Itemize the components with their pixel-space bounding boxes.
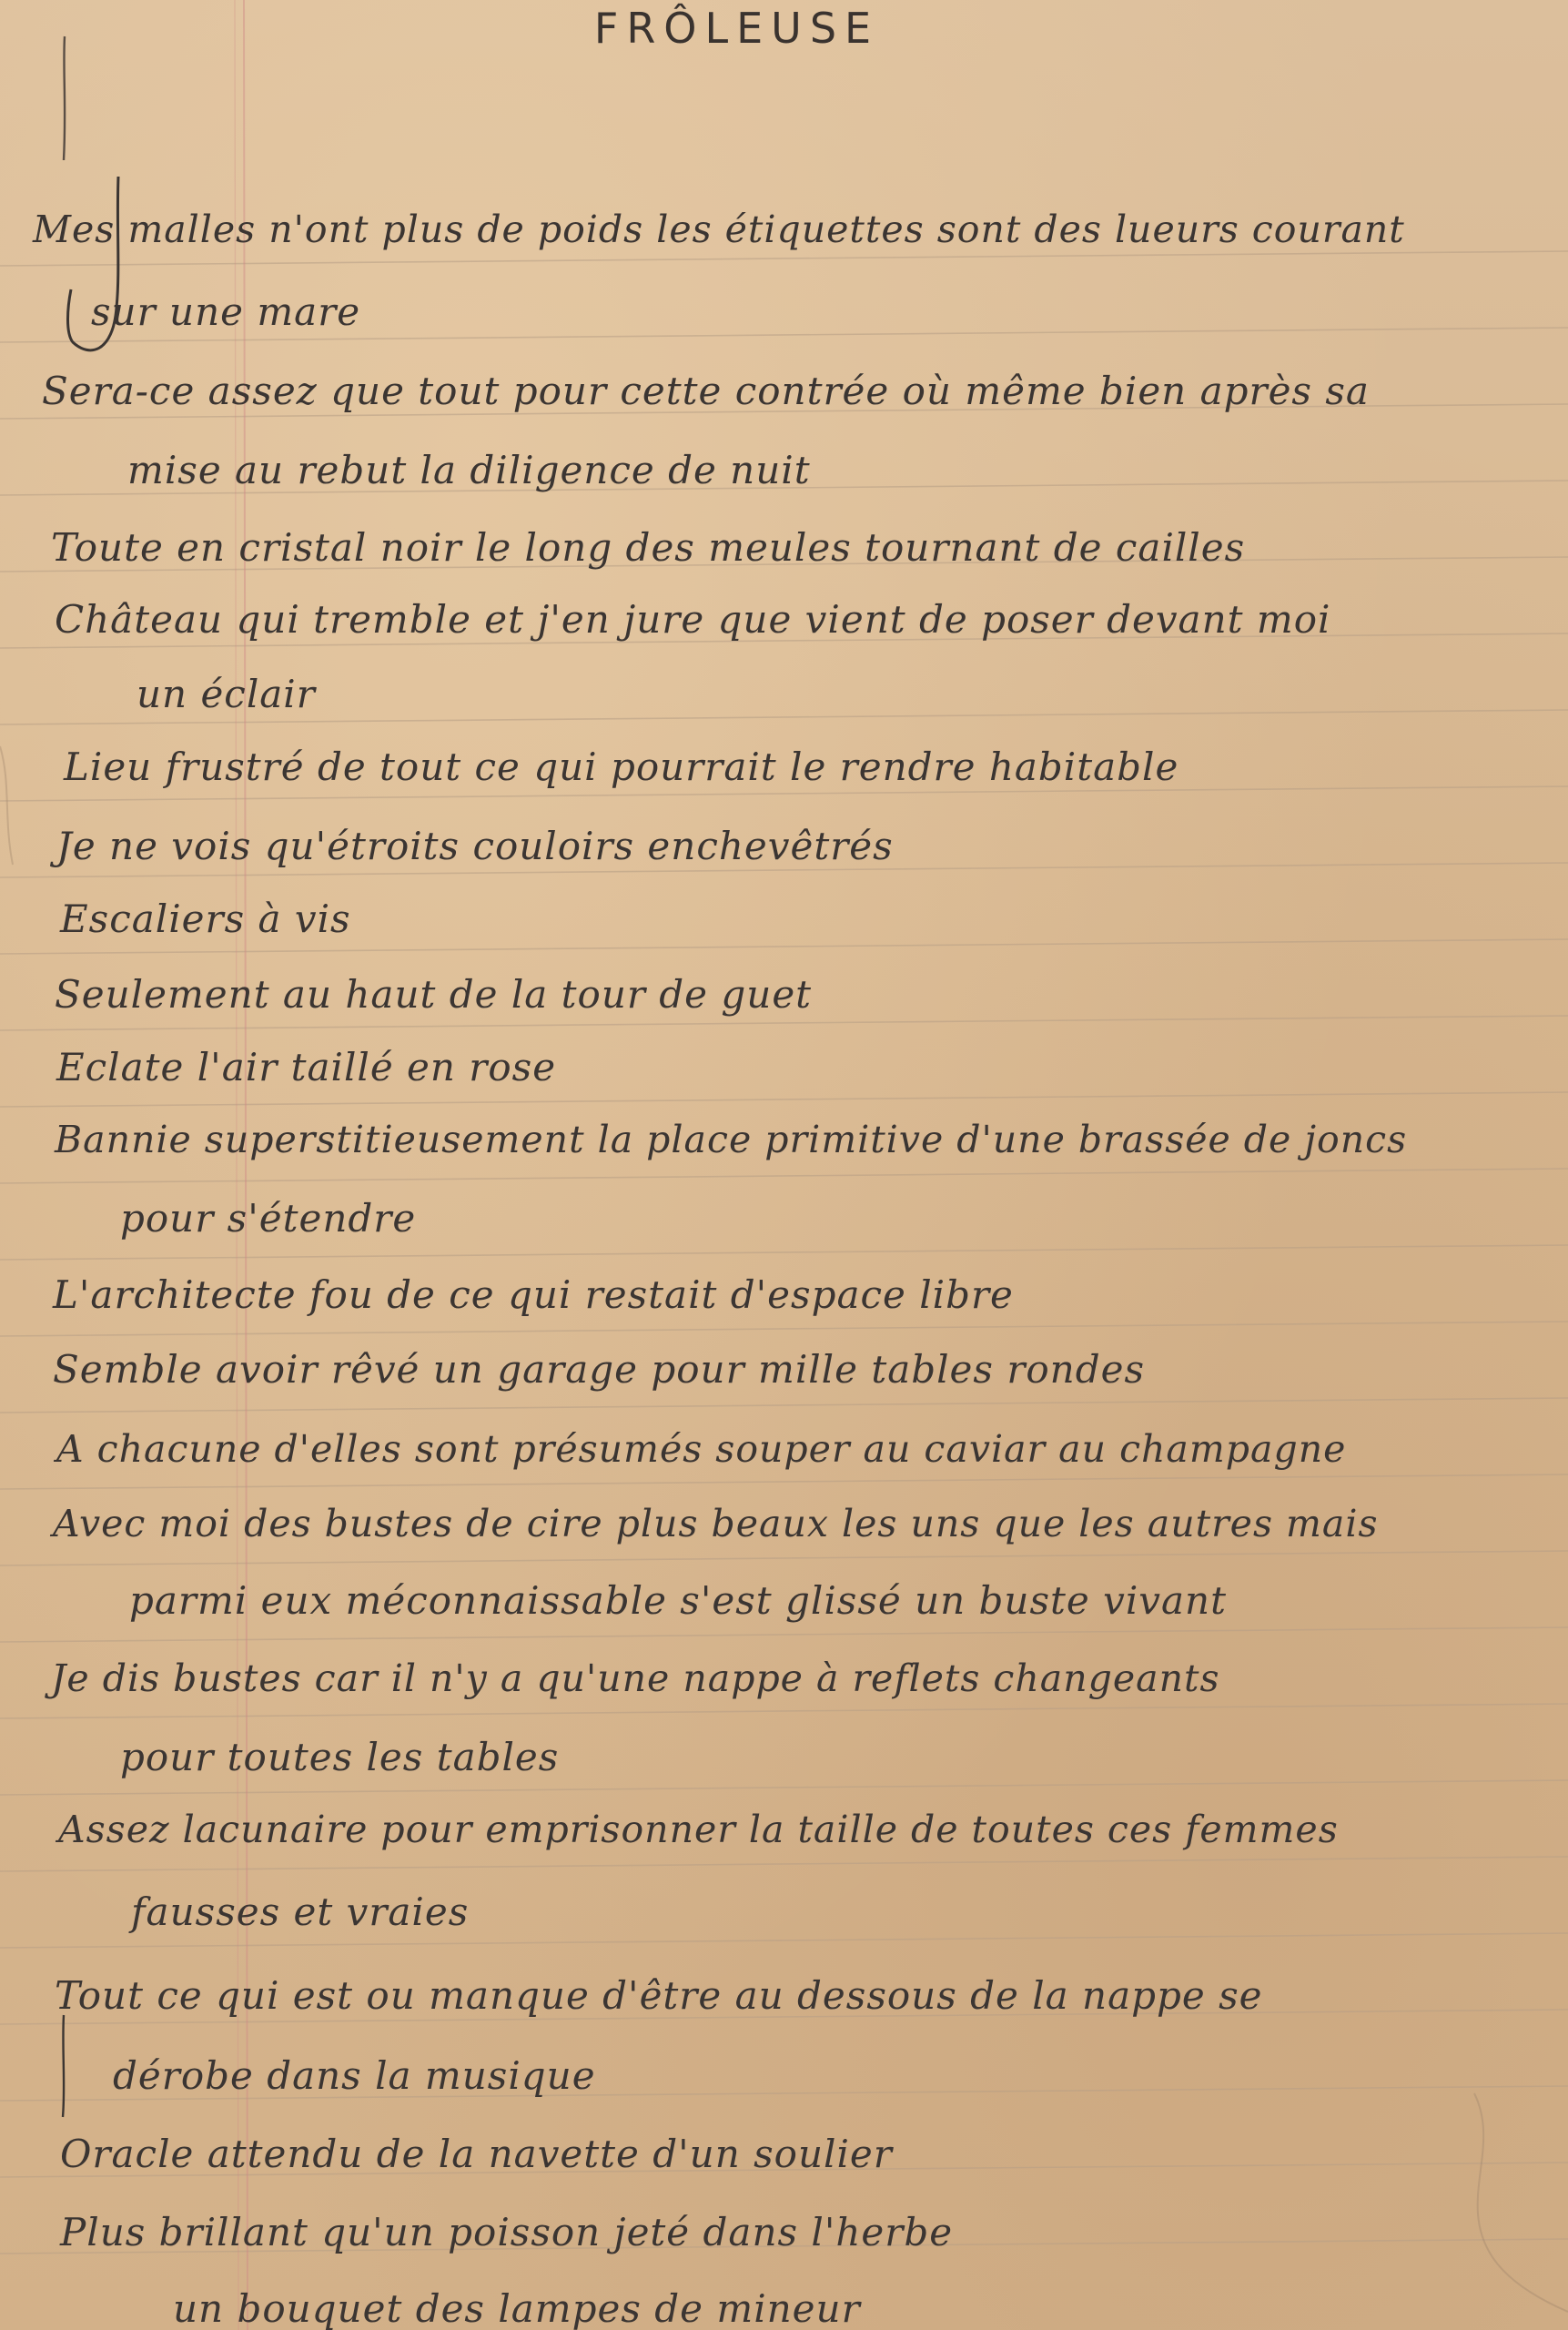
poem-line: un bouquet des lampes de mineur: [173, 2286, 861, 2330]
poem-line: Oracle attendu de la navette d'un soulier: [60, 2132, 893, 2176]
poem-line: parmi eux méconnaissable s'est glissé un buste vivant: [129, 1578, 1227, 1623]
poem-line: Escaliers à vis: [60, 897, 351, 941]
poem-line: un éclair: [137, 672, 316, 716]
poem-line: Je ne vois qu'étroits couloirs enchevêtrés: [56, 824, 894, 868]
poem-line: Avec moi des bustes de cire plus beaux les uns que les autres mais: [53, 1502, 1379, 1545]
poem-line: pour toutes les tables: [120, 1735, 560, 1779]
poem-line: sur une mare: [91, 289, 361, 334]
poem-line: Bannie superstitieusement la place primitive d'une brassée de joncs: [55, 1118, 1408, 1161]
poem-line: Mes malles n'ont plus de poids les étiquettes sont des lueurs courant: [33, 208, 1405, 251]
poem-line: Eclate l'air taillé en rose: [56, 1045, 557, 1089]
poem-line: pour s'étendre: [120, 1196, 417, 1241]
poem-line: Je dis bustes car il n'y a qu'une nappe à reflets changeants: [51, 1656, 1220, 1700]
poem-line: Semble avoir rêvé un garage pour mille tables rondes: [53, 1347, 1146, 1392]
margin-tick-mark: [55, 2011, 73, 2121]
poem-line: Lieu frustré de tout ce qui pourrait le rendre habitable: [64, 745, 1179, 789]
poem-line: Toute en cristal noir le long des meules tournant de cailles: [51, 525, 1246, 570]
margin-bracket-mark: [53, 171, 135, 380]
poem-line: Plus brillant qu'un poisson jeté dans l'herbe: [60, 2210, 954, 2254]
poem-line: Sera-ce assez que tout pour cette contrée où même bien après sa: [42, 369, 1370, 413]
poem-line: Assez lacunaire pour emprisonner la taille de toutes ces femmes: [58, 1808, 1339, 1851]
poem-line: mise au rebut la diligence de nuit: [127, 448, 811, 492]
poem-line: L'architecte fou de ce qui restait d'espace libre: [53, 1272, 1014, 1317]
poem-line: Château qui tremble et j'en jure que vient de poser devant moi: [55, 597, 1331, 642]
poem-line: Seulement au haut de la tour de guet: [55, 972, 813, 1017]
poem-line: A chacune d'elles sont présumés souper au caviar au champagne: [56, 1427, 1347, 1471]
poem-line: fausses et vraies: [131, 1889, 470, 1934]
poem-line: Tout ce qui est ou manque d'être au dessous de la nappe se: [55, 1973, 1263, 2018]
poem-title: FRÔLEUSE: [593, 4, 880, 53]
corner-pen-mark: [51, 33, 78, 169]
poem-line: dérobe dans la musique: [113, 2053, 596, 2098]
